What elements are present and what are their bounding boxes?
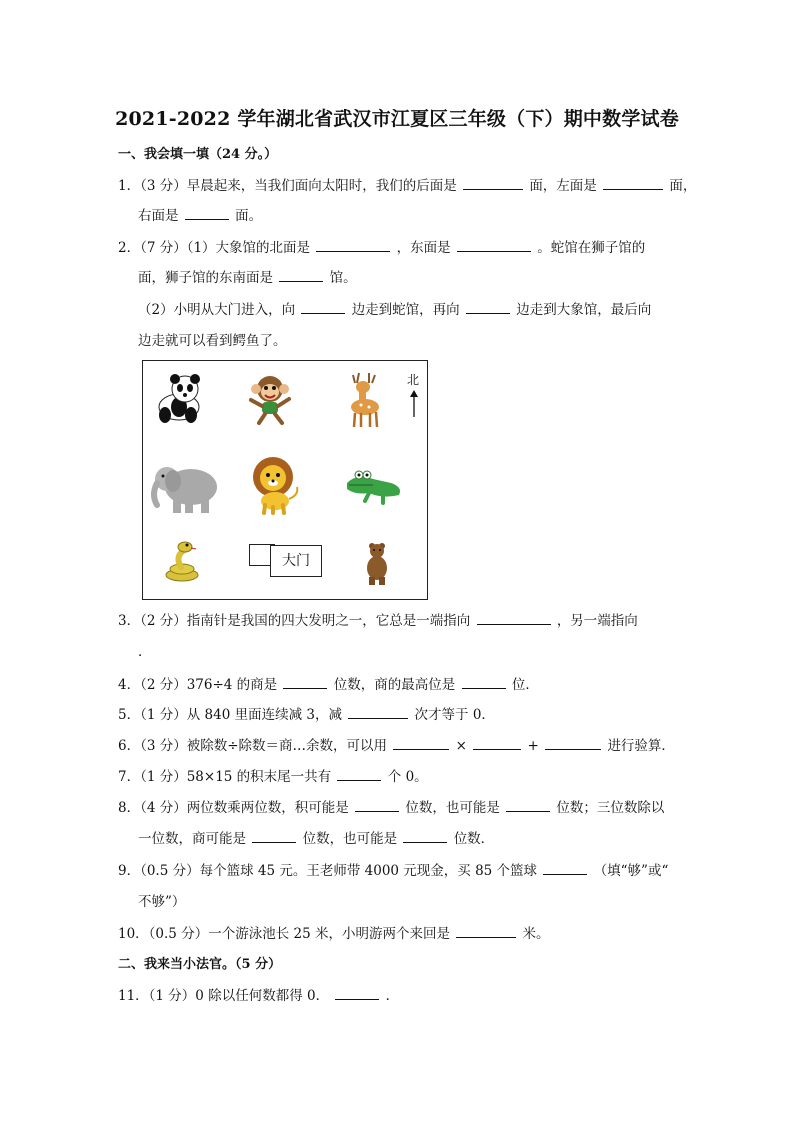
answer-blank[interactable] [348,706,408,719]
q3-text-a: 3．（2 分）指南针是我国的四大发明之一，它总是一端指向 [118,613,471,629]
q2-text-g: 边走到蛇馆，再向 [351,302,460,318]
question-2-line-1 [118,239,645,257]
q3-text-c: ． [138,644,152,660]
north-label: 北 [407,373,420,387]
answer-blank[interactable] [301,301,345,314]
answer-blank[interactable] [316,239,390,252]
question-4 [118,676,539,694]
answer-blank[interactable] [457,239,531,252]
answer-blank[interactable] [506,799,550,812]
q3-text-b: ，另一端指向 [556,613,638,629]
north-arrow-icon [409,389,419,417]
answer-blank[interactable] [603,177,663,190]
question-9-line-2 [138,893,185,911]
question-3-line-1 [118,612,638,630]
q6-text-a: 6．（3 分）被除数÷除数＝商…余数，可以用 [118,738,388,754]
question-8-line-2 [138,830,494,848]
q8-text-a: 8．（4 分）两位数乘两位数，积可能是 [118,800,349,816]
question-1-line-1 [118,177,696,195]
section-heading-2: 二、我来当小法官。（5 分） [118,957,282,972]
answer-blank[interactable] [543,862,587,875]
q1-text-e: 面。 [235,208,263,224]
q10-text-b: 米。 [522,926,550,942]
answer-blank[interactable] [185,207,229,220]
q8-text-d: 一位数，商可能是 [138,831,246,847]
answer-blank[interactable] [477,612,551,625]
question-8-line-1 [118,799,664,817]
q9-text-b: （填“够”或“ [593,863,669,879]
answer-blank[interactable] [403,830,447,843]
q2-text-d: 面，狮子馆的东南面是 [138,270,273,286]
answer-blank[interactable] [462,676,506,689]
answer-blank[interactable] [337,768,381,781]
answer-blank[interactable] [283,676,327,689]
q1-text-b: 面，左面是 [529,178,597,194]
q6-text-b: × [455,738,467,754]
q5-text-a: 5．（1 分）从 840 里面连续减 3，减 [118,707,342,723]
page-title: 2021-2022 学年湖北省武汉市江夏区三年级（下）期中数学试卷 [115,108,679,130]
q1-text-c: 面， [669,178,697,194]
q2-text-f: （2）小明从大门进入，向 [138,302,296,318]
q4-text-b: 位数，商的最高位是 [333,677,456,693]
deer-icon [339,371,387,429]
gate-label: 大门 [270,545,322,577]
q4-text-c: 位． [511,677,539,693]
crocodile-icon [343,465,405,505]
elephant-icon [149,457,223,517]
q2-text-h: 边走到大象馆，最后向 [516,302,652,318]
q8-text-c: 位数；三位数除以 [556,800,665,816]
answer-blank[interactable] [355,799,399,812]
q9-text-c: 不够”） [138,894,186,910]
zoo-map [142,360,428,600]
question-10 [118,925,550,943]
question-5 [118,706,495,724]
answer-blank[interactable] [335,987,379,1000]
question-2-line-4 [138,332,287,350]
bear-icon [363,541,391,585]
question-7 [118,768,428,786]
q7-text-a: 7．（1 分）58×15 的积末尾一共有 [118,769,332,785]
question-9-line-1 [118,862,668,880]
answer-blank[interactable] [545,737,601,750]
q5-text-b: 次才等于 0． [414,707,495,723]
q8-text-e: 位数，也可能是 [302,831,398,847]
answer-blank[interactable] [456,925,516,938]
answer-blank[interactable] [466,301,510,314]
question-1-line-2 [138,207,262,225]
q9-text-a: 9．（0.5 分）每个篮球 45 元。王老师带 4000 元现金，买 85 个篮球 [118,863,538,879]
monkey-icon [247,373,293,425]
q11-text-b: ． [385,988,400,1004]
answer-blank[interactable] [279,269,323,282]
q2-text-c: 。蛇馆在狮子馆的 [537,240,646,256]
q1-text-a: 1．（3 分）早晨起来，当我们面向太阳时，我们的后面是 [118,178,457,194]
q2-text-a: 2．（7 分）（1）大象馆的北面是 [118,240,311,256]
q6-text-c: + [527,738,539,754]
lion-icon [247,455,303,515]
answer-blank[interactable] [252,830,296,843]
q2-text-b: ，东面是 [396,240,451,256]
question-2-line-2 [138,269,357,287]
q1-text-d: 右面是 [138,208,179,224]
answer-blank[interactable] [393,737,449,750]
question-6 [118,737,675,755]
snake-icon [161,539,203,583]
section-heading-1: 一、我会填一填（24 分。） [118,147,278,162]
q2-text-e: 馆。 [329,270,357,286]
q8-text-f: 位数． [453,831,495,847]
q10-text-a: 10．（0.5 分）一个游泳池长 25 米，小明游两个来回是 [118,926,450,942]
q8-text-b: 位数，也可能是 [405,800,500,816]
q4-text-a: 4．（2 分）376÷4 的商是 [118,677,278,693]
q11-text-a: 11．（1 分）0 除以任何数都得 0． [118,988,330,1004]
answer-blank[interactable] [473,737,521,750]
question-2-line-3 [138,301,651,319]
panda-icon [151,371,205,425]
q7-text-b: 个 0。 [387,769,428,785]
q6-text-d: 进行验算． [607,738,675,754]
question-11 [118,987,399,1005]
answer-blank[interactable] [463,177,523,190]
q2-text-i: 边走就可以看到鳄鱼了。 [138,333,287,349]
question-3-line-2 [138,643,152,661]
